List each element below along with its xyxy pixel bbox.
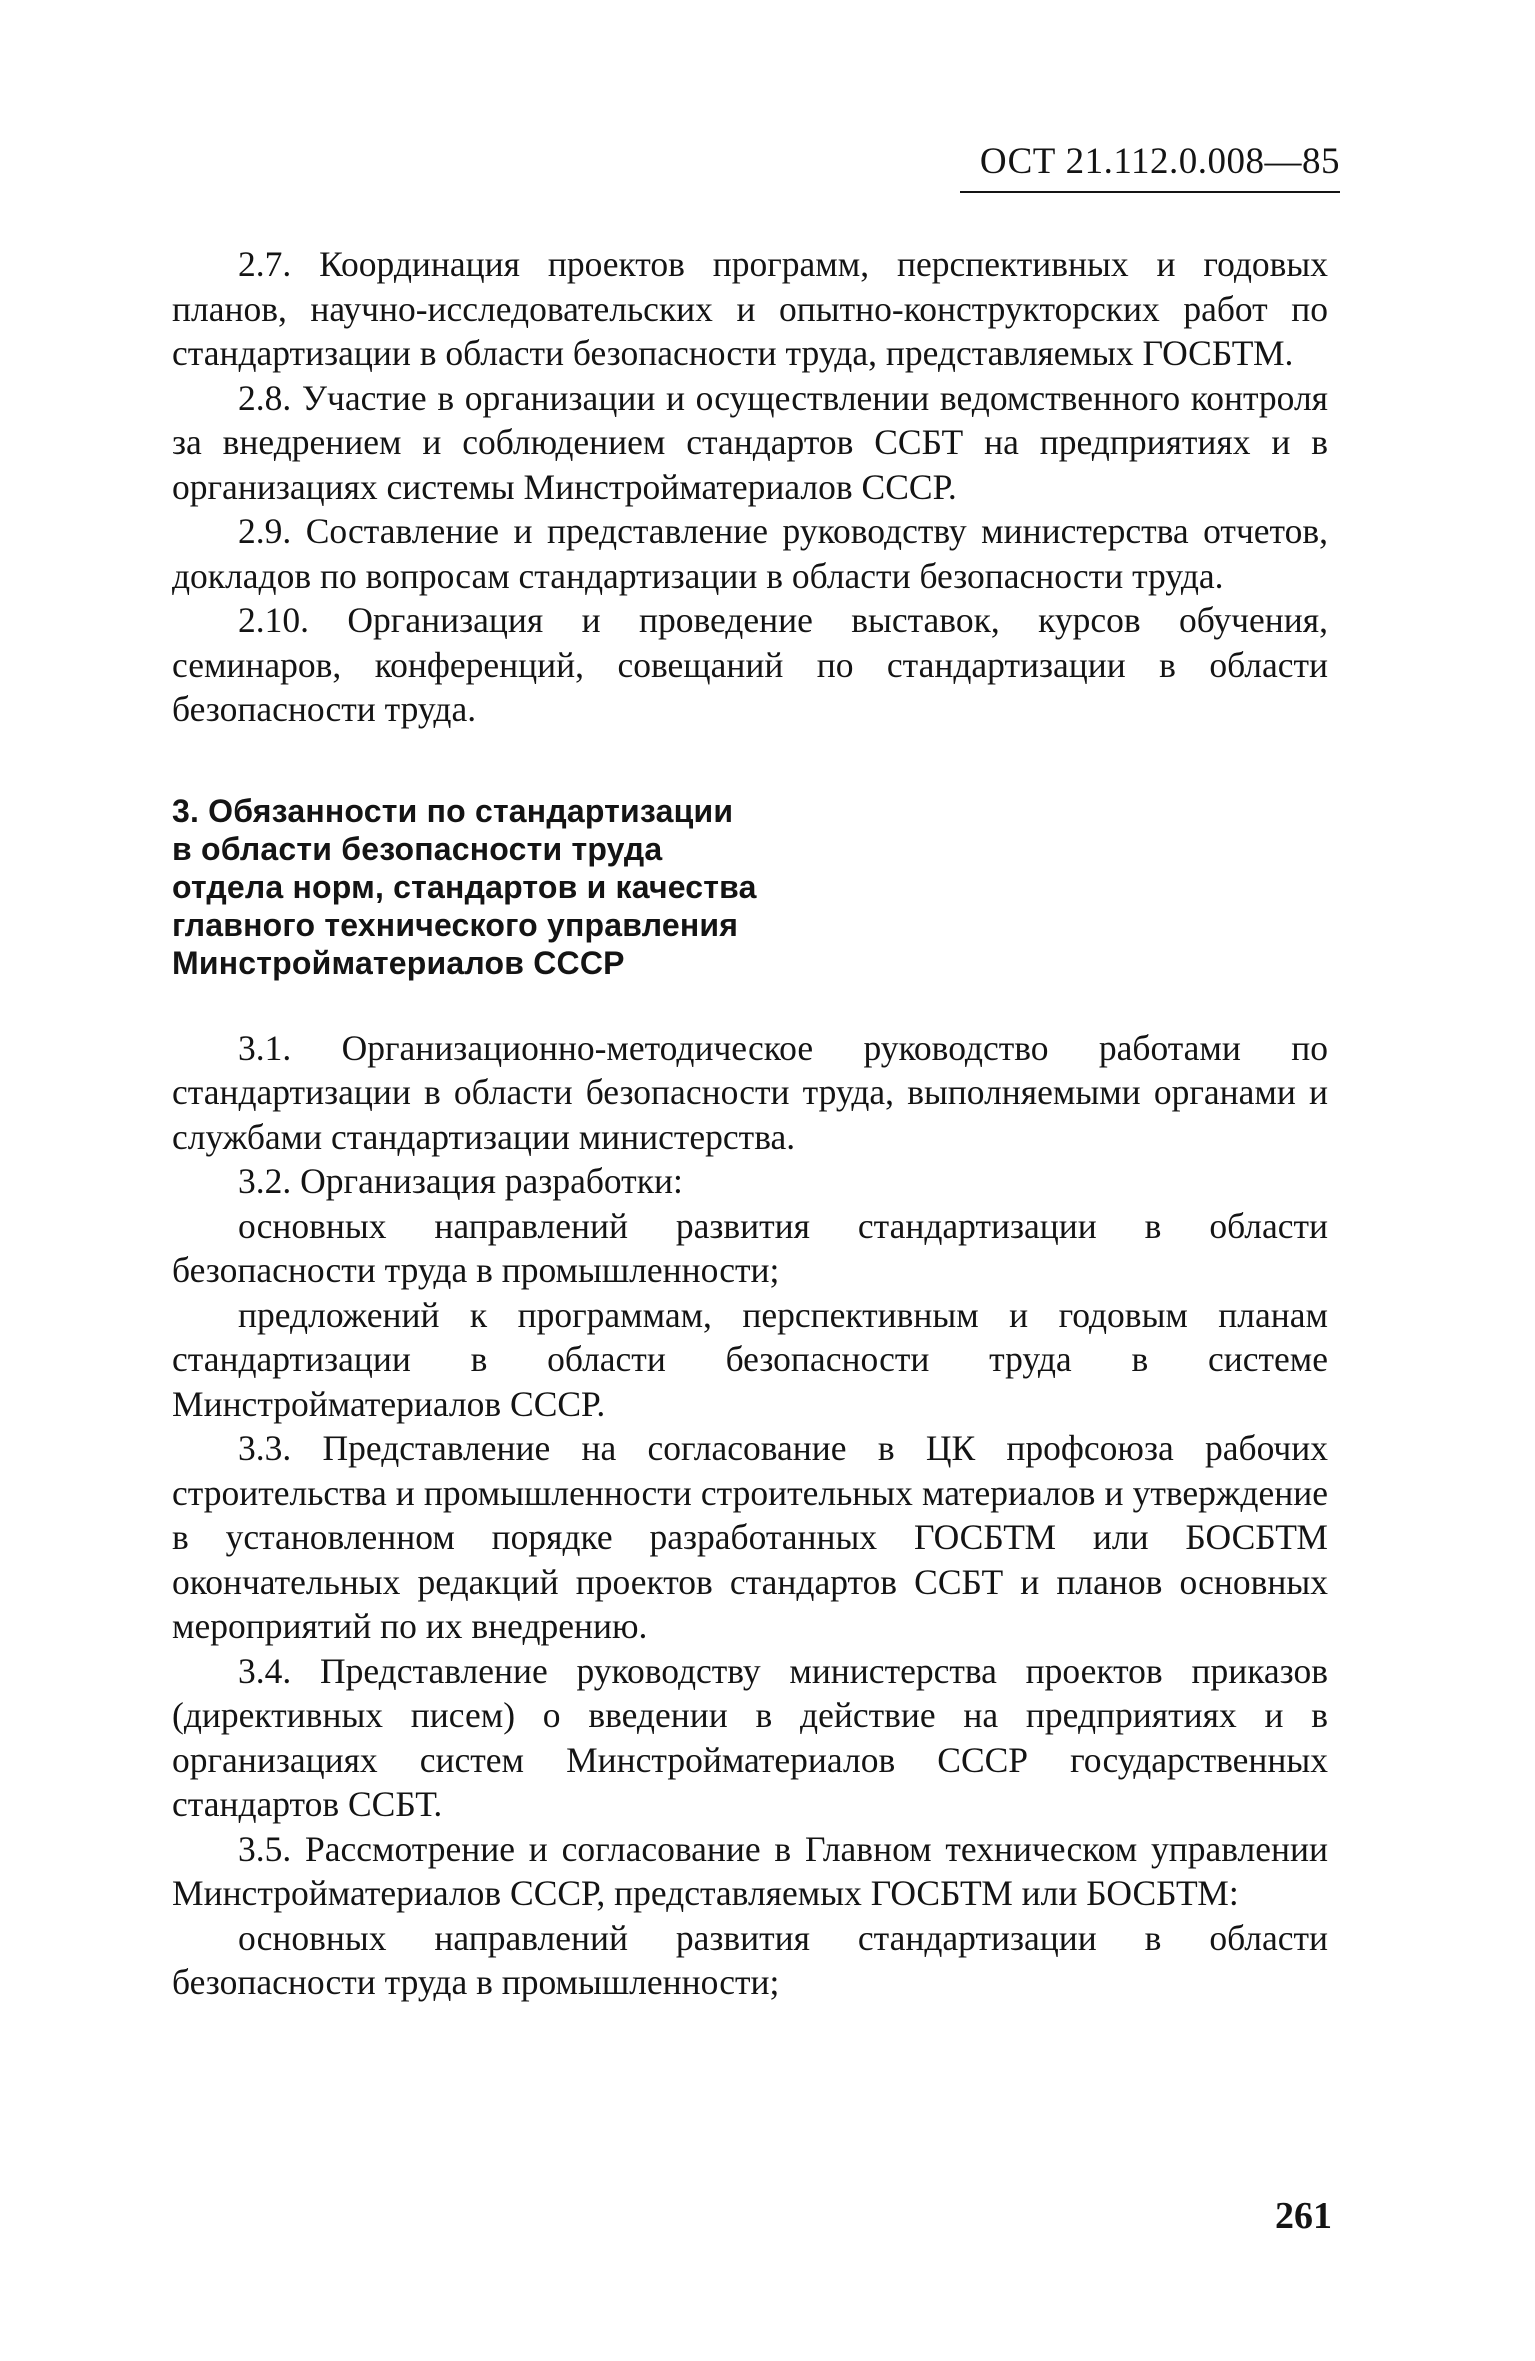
section-title-line: 3. Обязанности по стандартизации <box>172 792 734 829</box>
paragraph-3-5-item-1: основных направлений развития стандартизации в области безопасности труда в промышленности; <box>172 1917 1328 2002</box>
paragraph-3-1: 3.1. Организационно-методическое руководство работами по стандартизации в области безопасности труда, выполняемыми органами и службами стандартизации министерства. <box>172 1027 1328 1157</box>
paragraph-3-5: 3.5. Рассмотрение и согласование в Главном техническом управлении Минстройматериалов СССР, представляемых ГОСБТМ или БОСБТМ: <box>172 1828 1328 1913</box>
section-title-line: Минстройматериалов СССР <box>172 944 625 981</box>
paragraph-2-9: 2.9. Составление и представление руководству министерства отчетов, докладов по вопросам стандартизации в области безопасности труда. <box>172 511 1328 596</box>
section-3-title <box>172 792 792 982</box>
paragraph-3-2-item-1: основных направлений развития стандартизации в области безопасности труда в промышленности; <box>172 1205 1328 1290</box>
paragraph-2-10: 2.10. Организация и проведение выставок, курсов обучения, семинаров, конференций, совещаний по стандартизации в области безопасности труда. <box>172 600 1328 729</box>
paragraph-3-4: 3.4. Представление руководству министерства проектов приказов (директивных писем) о введении в действие на предприятиях и в организациях систем Минстройматериалов СССР государственных стандартов ССБТ. <box>172 1650 1328 1824</box>
section-title-line: в области безопасности труда <box>172 830 663 867</box>
paragraph-2-8: 2.8. Участие в организации и осуществлении ведомственного контроля за внедрением и соблюдением стандартов ССБТ на предприятиях и в организациях системы Минстройматериалов СССР. <box>172 377 1328 507</box>
paragraph-3-2: 3.2. Организация разработки: <box>238 1161 683 1201</box>
paragraph-3-3: 3.3. Представление на согласование в ЦК профсоюза рабочих строительства и промышленности строительных материалов и утверждение в установленном порядке разработанных ГОСБТМ или БОСБТМ окончательных редакций проектов стандартов ССБТ и планов основных мероприятий по их внедрению. <box>172 1428 1328 1646</box>
section-title-line: главного технического управления <box>172 906 739 943</box>
section-title-line: отдела норм, стандартов и качества <box>172 868 757 905</box>
document-body <box>172 242 1328 2005</box>
paragraph-3-2-item-2: предложений к программам, перспективным и годовым планам стандартизации в области безопасности труда в системе Минстройматериалов СССР. <box>172 1294 1328 1424</box>
document-code-header: ОСТ 21.112.0.008—85 <box>960 140 1340 193</box>
paragraph-2-7: 2.7. Координация проектов программ, перспективных и годовых планов, научно-исследовательских и опытно-конструкторских работ по стандартизации в области безопасности труда, представляемых ГОСБТМ. <box>172 244 1328 373</box>
page-number: 261 <box>1275 2195 1332 2237</box>
